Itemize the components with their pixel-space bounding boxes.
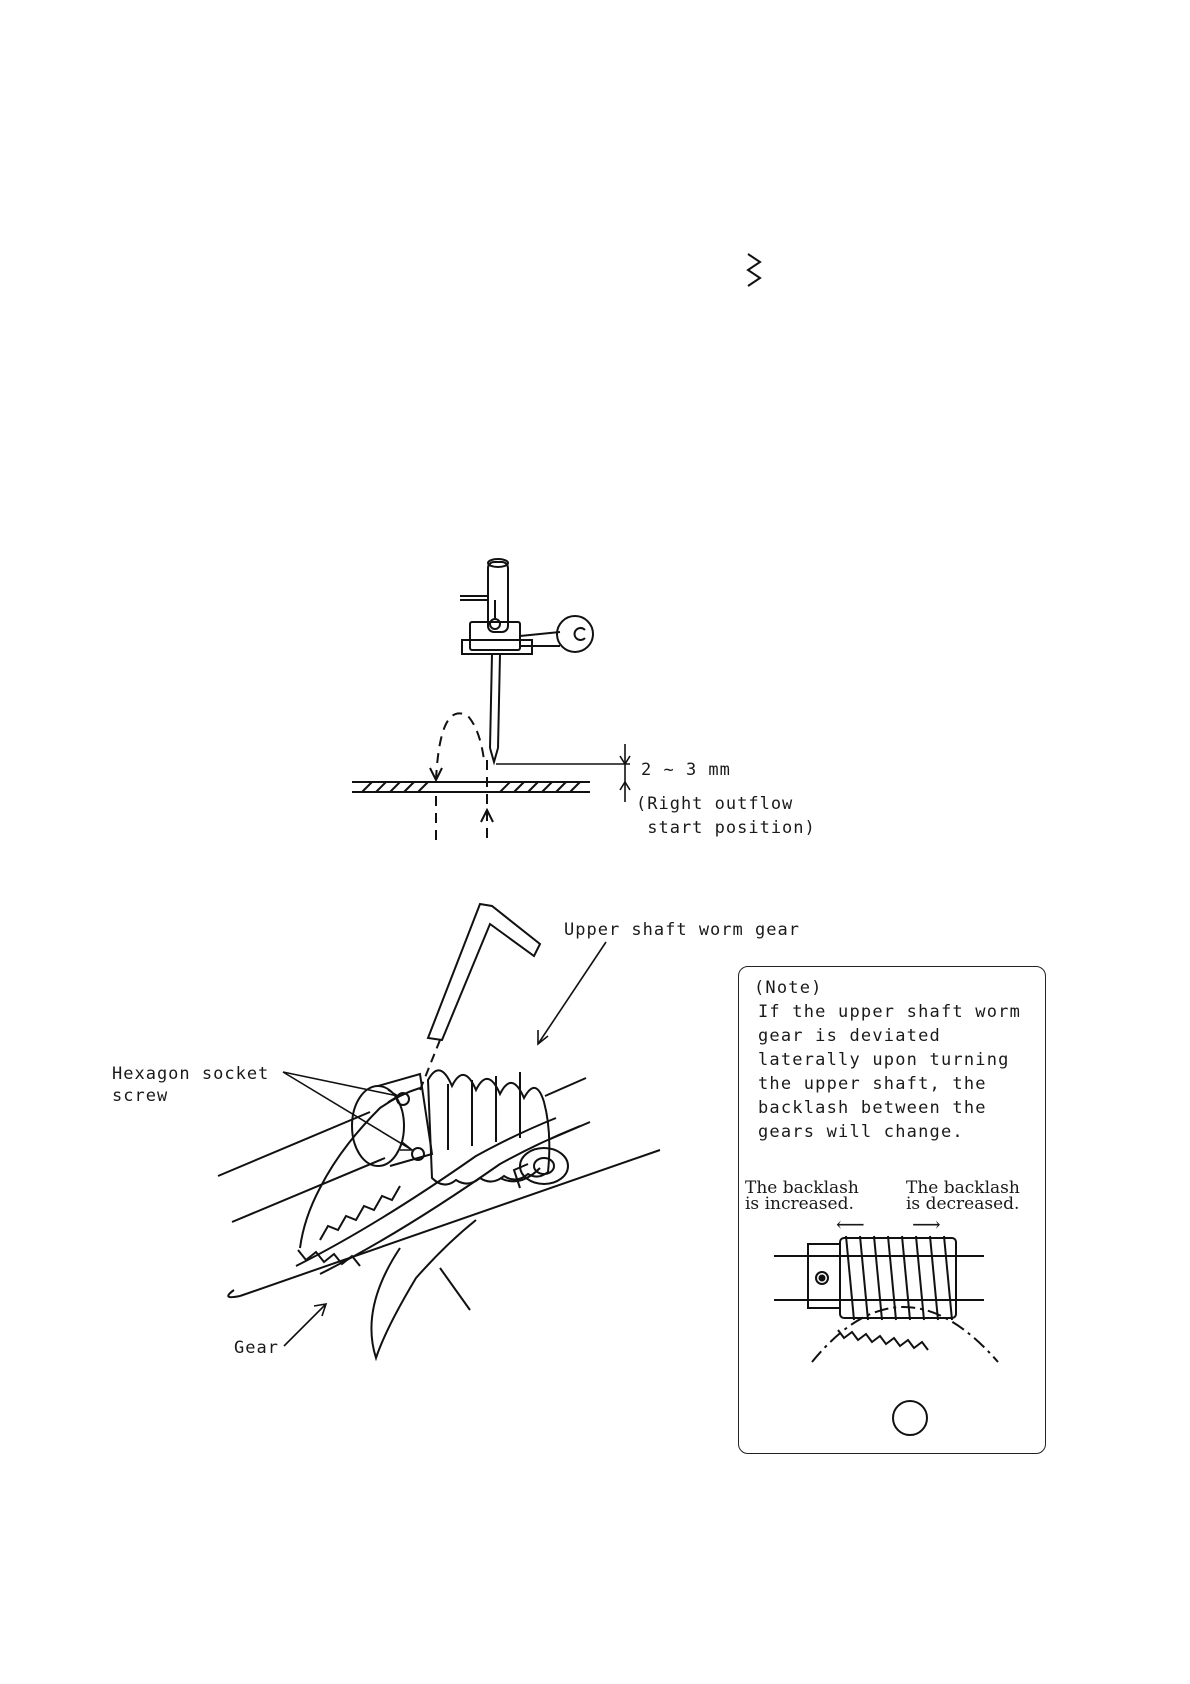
gap-label: 2 ~ 3 mm bbox=[641, 760, 731, 780]
note-title: (Note) bbox=[754, 978, 823, 998]
note-line-4: the upper shaft, the bbox=[758, 1074, 987, 1094]
backlash-decreased-line2: is decreased. bbox=[906, 1194, 1020, 1214]
needle-figure bbox=[352, 559, 630, 840]
backlash-decreased-line1: The backlash bbox=[906, 1178, 1020, 1198]
note-line-2: gear is deviated bbox=[758, 1026, 941, 1046]
note-line-5: backlash between the bbox=[758, 1098, 987, 1118]
note-line-6: gears will change. bbox=[758, 1122, 964, 1142]
upper-shaft-worm-gear-label: Upper shaft worm gear bbox=[564, 920, 800, 940]
backlash-increased-line1: The backlash bbox=[745, 1178, 859, 1198]
gear-label: Gear bbox=[234, 1338, 279, 1358]
zigzag-stitch-icon bbox=[748, 254, 760, 286]
backlash-increased-line2: is increased. bbox=[745, 1194, 854, 1214]
worm-gear-figure bbox=[218, 904, 660, 1358]
left-arrow-icon: ⟵ bbox=[836, 1212, 865, 1236]
hexagon-socket-screw-label-2: screw bbox=[112, 1086, 169, 1106]
hexagon-socket-screw-label-1: Hexagon socket bbox=[112, 1064, 270, 1084]
position-label-line1: (Right outflow bbox=[636, 794, 794, 814]
right-arrow-icon: ⟶ bbox=[912, 1212, 941, 1236]
note-line-3: laterally upon turning bbox=[758, 1050, 1010, 1070]
note-line-1: If the upper shaft worm bbox=[758, 1002, 1022, 1022]
position-label-line2: start position) bbox=[636, 818, 816, 838]
